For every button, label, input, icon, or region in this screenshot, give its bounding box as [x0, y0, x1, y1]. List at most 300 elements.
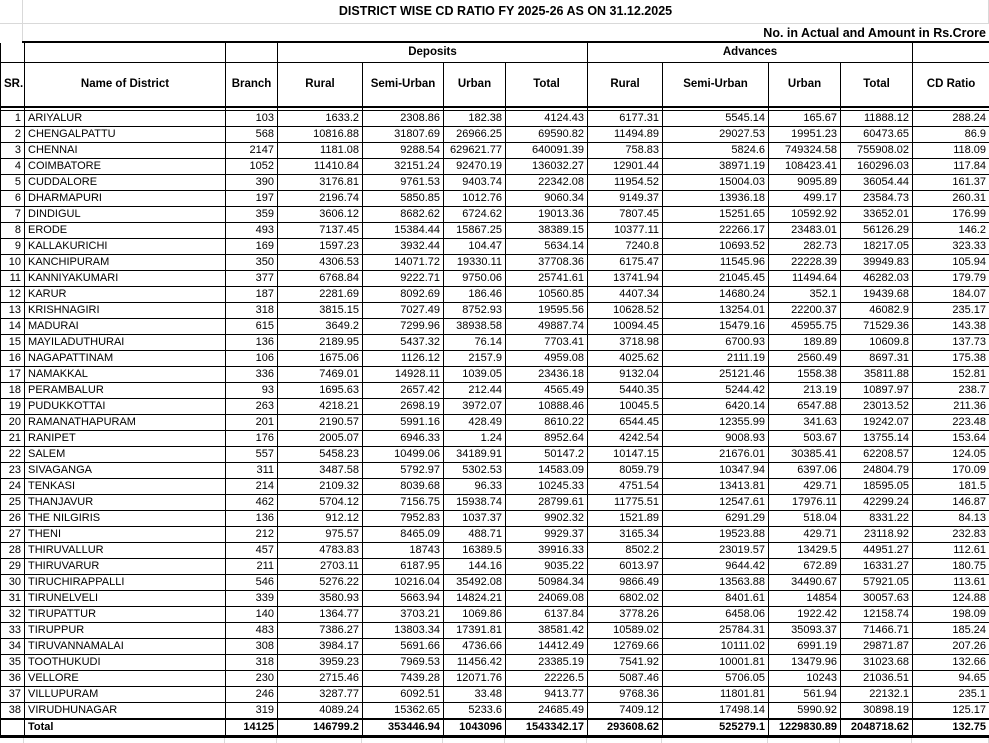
cell-adv-rural: 5087.46: [588, 670, 663, 686]
cell-adv-semiurban: 5545.14: [663, 110, 769, 126]
cell-dep-urban: 19330.11: [444, 254, 506, 270]
cell-adv-rural: 7409.12: [588, 702, 663, 719]
cell-adv-total: 30898.19: [841, 702, 913, 719]
cell-dep-urban: 9403.74: [444, 174, 506, 190]
table-row: [1, 558, 989, 574]
cell-adv-total: 22132.1: [841, 686, 913, 702]
cell-district: SALEM: [25, 446, 226, 462]
cell-district: PUDUKKOTTAI: [25, 398, 226, 414]
cell-adv-urban: 34490.67: [769, 574, 841, 590]
cell-adv-total: 29871.87: [841, 638, 913, 654]
cell-sr: 19: [1, 398, 25, 414]
cell-adv-total: 46082.9: [841, 302, 913, 318]
cell-dep-urban: 629621.77: [444, 142, 506, 158]
cell-dep-rural: 5458.23: [278, 446, 363, 462]
cell-adv-total: 8331.22: [841, 510, 913, 526]
cell-cd-ratio: 180.75: [913, 558, 989, 574]
cell-cd-ratio: 185.24: [913, 622, 989, 638]
cell-dep-rural: 7469.01: [278, 366, 363, 382]
cell-sr: 17: [1, 366, 25, 382]
cell-adv-rural: 3165.34: [588, 526, 663, 542]
cell-adv-urban: 13479.96: [769, 654, 841, 670]
cell-adv-rural: 11775.51: [588, 494, 663, 510]
cell-branch: 103: [226, 110, 278, 126]
cell-adv-total: 10609.8: [841, 334, 913, 350]
gridline-stub: [505, 738, 587, 743]
cell-dep-semiurban: 7969.53: [363, 654, 444, 670]
cell-adv-semiurban: 22266.17: [663, 222, 769, 238]
cell-dep-semiurban: 15384.44: [363, 222, 444, 238]
cell-cd-ratio: 260.31: [913, 190, 989, 206]
cell-dep-rural: 2196.74: [278, 190, 363, 206]
cell-adv-total: 33652.01: [841, 206, 913, 222]
cell-dep-urban: 428.49: [444, 414, 506, 430]
cell-dep-total: 24685.49: [506, 702, 588, 719]
cell-dep-semiurban: 7156.75: [363, 494, 444, 510]
cell-dep-total: 136032.27: [506, 158, 588, 174]
cell-adv-urban: 165.67: [769, 110, 841, 126]
cell-dep-total: 19595.56: [506, 302, 588, 318]
cell-dep-total: 38389.15: [506, 222, 588, 238]
cell-dep-semiurban: 5691.66: [363, 638, 444, 654]
cell-adv-urban: 518.04: [769, 510, 841, 526]
cell-adv-semiurban: 10001.81: [663, 654, 769, 670]
cell-adv-rural: 6802.02: [588, 590, 663, 606]
cell-dep-urban: 1012.76: [444, 190, 506, 206]
cell-adv-semiurban: 10693.52: [663, 238, 769, 254]
cell-sr: 2: [1, 126, 25, 142]
table-row: [1, 190, 989, 206]
cell-branch: 319: [226, 702, 278, 719]
cell-adv-semiurban: 12355.99: [663, 414, 769, 430]
cell-dep-total: 28799.61: [506, 494, 588, 510]
cell-adv-rural: 7541.92: [588, 654, 663, 670]
table-row: [1, 414, 989, 430]
cell-adv-rural: 10628.52: [588, 302, 663, 318]
cell-branch: 176: [226, 430, 278, 446]
cell-adv-urban: 10243: [769, 670, 841, 686]
cell-dep-semiurban: 5663.94: [363, 590, 444, 606]
cell-adv-semiurban: 9644.42: [663, 558, 769, 574]
cell-district: VILLUPURAM: [25, 686, 226, 702]
cell-dep-urban: 35492.08: [444, 574, 506, 590]
cell-dep-total: 10560.85: [506, 286, 588, 302]
column-header-branch: Branch: [226, 62, 278, 107]
cell-district: KARUR: [25, 286, 226, 302]
cell-dep-urban: 17391.81: [444, 622, 506, 638]
cell-dep-semiurban: 6946.33: [363, 430, 444, 446]
cell-district: SIVAGANGA: [25, 462, 226, 478]
cell-district: PERAMBALUR: [25, 382, 226, 398]
cell-dep-semiurban: 9288.54: [363, 142, 444, 158]
cell-dep-urban: 1037.37: [444, 510, 506, 526]
cell-dep-total: 9413.77: [506, 686, 588, 702]
table-row: [1, 350, 989, 366]
total-adv-rural: 293608.62: [588, 719, 663, 737]
cell-adv-total: 24804.79: [841, 462, 913, 478]
cell-branch: 390: [226, 174, 278, 190]
table-row: [1, 254, 989, 270]
cell-cd-ratio: 146.87: [913, 494, 989, 510]
column-header-adv-urban: Urban: [769, 62, 841, 107]
cell-adv-rural: 13741.94: [588, 270, 663, 286]
table-row: [1, 702, 989, 719]
cell-sr: 29: [1, 558, 25, 574]
table-row: [1, 510, 989, 526]
cell-cd-ratio: 125.17: [913, 702, 989, 719]
cell-adv-total: 755908.02: [841, 142, 913, 158]
cell-dep-semiurban: 7027.49: [363, 302, 444, 318]
sheet-corner-stub: [0, 24, 23, 41]
cell-branch: 615: [226, 318, 278, 334]
table-row: [1, 542, 989, 558]
cell-adv-semiurban: 14680.24: [663, 286, 769, 302]
cell-adv-urban: 6547.88: [769, 398, 841, 414]
cell-adv-total: 46282.03: [841, 270, 913, 286]
cell-adv-total: 11888.12: [841, 110, 913, 126]
cell-dep-rural: 2005.07: [278, 430, 363, 446]
cell-adv-urban: 45955.75: [769, 318, 841, 334]
cell-district: TIRUPPUR: [25, 622, 226, 638]
cell-adv-semiurban: 13563.88: [663, 574, 769, 590]
cell-district: COIMBATORE: [25, 158, 226, 174]
cell-sr: 28: [1, 542, 25, 558]
cell-dep-rural: 3959.23: [278, 654, 363, 670]
column-header-dep-rural: Rural: [278, 62, 363, 107]
cell-cd-ratio: 161.37: [913, 174, 989, 190]
cell-dep-semiurban: 6187.95: [363, 558, 444, 574]
cell-sr: 5: [1, 174, 25, 190]
table-row: [1, 126, 989, 142]
cell-dep-urban: 33.48: [444, 686, 506, 702]
cell-adv-rural: 4242.54: [588, 430, 663, 446]
cell-adv-total: 71529.36: [841, 318, 913, 334]
bottom-gridline-stubs: [0, 738, 989, 743]
cell-adv-urban: 499.17: [769, 190, 841, 206]
cell-adv-semiurban: 5706.05: [663, 670, 769, 686]
cell-dep-semiurban: 8682.62: [363, 206, 444, 222]
cell-adv-urban: 22228.39: [769, 254, 841, 270]
cell-dep-urban: 4736.66: [444, 638, 506, 654]
cell-dep-total: 6137.84: [506, 606, 588, 622]
cell-dep-semiurban: 15362.65: [363, 702, 444, 719]
cell-branch: 169: [226, 238, 278, 254]
cell-dep-urban: 1069.86: [444, 606, 506, 622]
cell-adv-total: 62208.57: [841, 446, 913, 462]
cell-sr: 38: [1, 702, 25, 719]
table-row: [1, 334, 989, 350]
cell-cd-ratio: 105.94: [913, 254, 989, 270]
cell-adv-semiurban: 8401.61: [663, 590, 769, 606]
column-header-district: Name of District: [25, 62, 226, 107]
table-row: [1, 606, 989, 622]
cell-adv-total: 23584.73: [841, 190, 913, 206]
cell-dep-total: 22226.5: [506, 670, 588, 686]
cell-dep-rural: 1695.63: [278, 382, 363, 398]
table-row: [1, 478, 989, 494]
cell-adv-urban: 341.63: [769, 414, 841, 430]
total-dep-rural: 146799.2: [278, 719, 363, 737]
cell-adv-rural: 9768.36: [588, 686, 663, 702]
cell-dep-total: 23385.19: [506, 654, 588, 670]
cell-adv-semiurban: 15251.65: [663, 206, 769, 222]
table-row: [1, 654, 989, 670]
cell-dep-total: 7703.41: [506, 334, 588, 350]
cell-dep-total: 9060.34: [506, 190, 588, 206]
cell-cd-ratio: 112.61: [913, 542, 989, 558]
cell-branch: 336: [226, 366, 278, 382]
cell-sr: 15: [1, 334, 25, 350]
cell-cd-ratio: 118.09: [913, 142, 989, 158]
cell-branch: 201: [226, 414, 278, 430]
cell-adv-urban: 503.67: [769, 430, 841, 446]
cell-district: CHENNAI: [25, 142, 226, 158]
cell-dep-urban: 186.46: [444, 286, 506, 302]
cell-dep-total: 9929.37: [506, 526, 588, 542]
cell-sr: 24: [1, 478, 25, 494]
cell-adv-urban: 352.1: [769, 286, 841, 302]
cell-adv-rural: 9132.04: [588, 366, 663, 382]
cell-dep-semiurban: 9222.71: [363, 270, 444, 286]
cell-dep-urban: 15867.25: [444, 222, 506, 238]
gridline-stub: [277, 738, 362, 743]
column-header-adv-total: Total: [841, 62, 913, 107]
cell-dep-total: 10245.33: [506, 478, 588, 494]
cell-district: KANNIYAKUMARI: [25, 270, 226, 286]
cell-sr: 26: [1, 510, 25, 526]
cell-sr: 25: [1, 494, 25, 510]
table-row: [1, 142, 989, 158]
cell-district: ARIYALUR: [25, 110, 226, 126]
cell-branch: 462: [226, 494, 278, 510]
cell-dep-semiurban: 7299.96: [363, 318, 444, 334]
cell-adv-total: 16331.27: [841, 558, 913, 574]
cell-adv-total: 42299.24: [841, 494, 913, 510]
cell-dep-total: 14412.49: [506, 638, 588, 654]
cell-sr: 31: [1, 590, 25, 606]
cell-sr: 7: [1, 206, 25, 222]
cell-adv-semiurban: 5824.6: [663, 142, 769, 158]
cell-dep-total: 19013.36: [506, 206, 588, 222]
cell-adv-rural: 758.83: [588, 142, 663, 158]
cell-adv-urban: 23483.01: [769, 222, 841, 238]
cell-dep-total: 10888.46: [506, 398, 588, 414]
cell-sr: 36: [1, 670, 25, 686]
cell-dep-total: 8952.64: [506, 430, 588, 446]
cd-ratio-table: [0, 43, 989, 738]
table-row: [1, 382, 989, 398]
cell-adv-urban: 2560.49: [769, 350, 841, 366]
cell-sr: 16: [1, 350, 25, 366]
total-cd-ratio: 132.75: [913, 719, 989, 737]
cell-adv-urban: 14854: [769, 590, 841, 606]
cell-dep-urban: 8752.93: [444, 302, 506, 318]
cell-branch: 140: [226, 606, 278, 622]
cell-dep-rural: 3287.77: [278, 686, 363, 702]
cell-branch: 93: [226, 382, 278, 398]
cell-adv-semiurban: 6700.93: [663, 334, 769, 350]
cell-branch: 263: [226, 398, 278, 414]
cell-cd-ratio: 181.5: [913, 478, 989, 494]
gridline-stub: [840, 738, 912, 743]
cell-adv-total: 23118.92: [841, 526, 913, 542]
cell-adv-urban: 213.19: [769, 382, 841, 398]
cell-cd-ratio: 124.05: [913, 446, 989, 462]
cell-adv-urban: 561.94: [769, 686, 841, 702]
cell-adv-urban: 13429.5: [769, 542, 841, 558]
cell-adv-rural: 11954.52: [588, 174, 663, 190]
cell-adv-semiurban: 2111.19: [663, 350, 769, 366]
cell-adv-total: 60473.65: [841, 126, 913, 142]
cell-cd-ratio: 235.17: [913, 302, 989, 318]
cell-cd-ratio: 143.38: [913, 318, 989, 334]
gridline-stub: [587, 738, 662, 743]
cell-sr: 37: [1, 686, 25, 702]
cell-branch: 214: [226, 478, 278, 494]
cell-dep-semiurban: 14071.72: [363, 254, 444, 270]
cell-district: THENI: [25, 526, 226, 542]
column-header-adv-rural: Rural: [588, 62, 663, 107]
cell-dep-urban: 2157.9: [444, 350, 506, 366]
cell-adv-urban: 10592.92: [769, 206, 841, 222]
cell-dep-urban: 12071.76: [444, 670, 506, 686]
cell-cd-ratio: 153.64: [913, 430, 989, 446]
page-title: DISTRICT WISE CD RATIO FY 2025-26 AS ON 31.12.2025: [23, 0, 989, 23]
cell-adv-rural: 9866.49: [588, 574, 663, 590]
sheet-corner-stub: [0, 0, 23, 23]
cell-branch: 339: [226, 590, 278, 606]
cell-dep-urban: 144.16: [444, 558, 506, 574]
cell-adv-urban: 429.71: [769, 526, 841, 542]
column-header-adv-semiurban: Semi-Urban: [663, 62, 769, 107]
cell-adv-total: 23013.52: [841, 398, 913, 414]
total-label: Total: [25, 719, 226, 737]
cell-dep-rural: 10816.88: [278, 126, 363, 142]
cell-adv-rural: 11494.89: [588, 126, 663, 142]
column-header-sr: SR.: [1, 62, 25, 107]
cell-adv-urban: 5990.92: [769, 702, 841, 719]
cell-adv-total: 35811.88: [841, 366, 913, 382]
cell-adv-urban: 9095.89: [769, 174, 841, 190]
cell-branch: 350: [226, 254, 278, 270]
cell-dep-urban: 96.33: [444, 478, 506, 494]
cell-cd-ratio: 211.36: [913, 398, 989, 414]
cell-cd-ratio: 152.81: [913, 366, 989, 382]
cell-dep-total: 38581.42: [506, 622, 588, 638]
cell-adv-urban: 30385.41: [769, 446, 841, 462]
cell-dep-semiurban: 13803.34: [363, 622, 444, 638]
cell-adv-total: 30057.63: [841, 590, 913, 606]
cell-dep-rural: 7137.45: [278, 222, 363, 238]
cell-dep-rural: 3606.12: [278, 206, 363, 222]
header-blank-branch: [226, 43, 278, 62]
cell-district: TIRUVANNAMALAI: [25, 638, 226, 654]
cell-branch: 483: [226, 622, 278, 638]
cell-branch: 230: [226, 670, 278, 686]
cell-branch: 187: [226, 286, 278, 302]
cell-adv-total: 12158.74: [841, 606, 913, 622]
cell-district: TENKASI: [25, 478, 226, 494]
cell-sr: 6: [1, 190, 25, 206]
cell-dep-semiurban: 32151.24: [363, 158, 444, 174]
cell-dep-total: 22342.08: [506, 174, 588, 190]
cell-dep-urban: 34189.91: [444, 446, 506, 462]
cell-district: DINDIGUL: [25, 206, 226, 222]
cell-adv-total: 18217.05: [841, 238, 913, 254]
cell-dep-rural: 1597.23: [278, 238, 363, 254]
cell-sr: 23: [1, 462, 25, 478]
cell-district: CHENGALPATTU: [25, 126, 226, 142]
cell-district: VELLORE: [25, 670, 226, 686]
table-row: [1, 158, 989, 174]
cell-dep-rural: 3815.15: [278, 302, 363, 318]
cell-adv-rural: 6013.97: [588, 558, 663, 574]
cell-sr: 22: [1, 446, 25, 462]
total-adv-total: 2048718.62: [841, 719, 913, 737]
cell-adv-total: 18595.05: [841, 478, 913, 494]
cell-district: MADURAI: [25, 318, 226, 334]
cell-adv-semiurban: 6420.14: [663, 398, 769, 414]
cell-dep-rural: 1364.77: [278, 606, 363, 622]
cell-dep-total: 49887.74: [506, 318, 588, 334]
cell-dep-urban: 76.14: [444, 334, 506, 350]
cell-adv-urban: 749324.58: [769, 142, 841, 158]
cell-branch: 557: [226, 446, 278, 462]
cell-sr: 35: [1, 654, 25, 670]
cell-sr: 32: [1, 606, 25, 622]
cell-district: THIRUVALLUR: [25, 542, 226, 558]
cell-adv-urban: 1922.42: [769, 606, 841, 622]
cell-dep-total: 4565.49: [506, 382, 588, 398]
cell-adv-semiurban: 21676.01: [663, 446, 769, 462]
cell-sr: 4: [1, 158, 25, 174]
cell-dep-rural: 5276.22: [278, 574, 363, 590]
table-row: [1, 462, 989, 478]
cell-dep-urban: 3972.07: [444, 398, 506, 414]
cell-adv-urban: 11494.64: [769, 270, 841, 286]
cell-dep-semiurban: 5850.85: [363, 190, 444, 206]
total-dep-urban: 1043096: [444, 719, 506, 737]
table-row: [1, 238, 989, 254]
header-blank-sr: [1, 43, 25, 62]
cell-adv-rural: 9149.37: [588, 190, 663, 206]
cell-district: RAMANATHAPURAM: [25, 414, 226, 430]
cell-dep-urban: 212.44: [444, 382, 506, 398]
cell-dep-total: 25741.61: [506, 270, 588, 286]
cell-dep-total: 37708.36: [506, 254, 588, 270]
cell-dep-urban: 6724.62: [444, 206, 506, 222]
table-row: [1, 222, 989, 238]
cell-sr: 27: [1, 526, 25, 542]
table-row: [1, 638, 989, 654]
cell-adv-total: 31023.68: [841, 654, 913, 670]
cell-adv-urban: 1558.38: [769, 366, 841, 382]
cell-dep-rural: 1675.06: [278, 350, 363, 366]
cell-dep-rural: 2109.32: [278, 478, 363, 494]
cell-sr: 20: [1, 414, 25, 430]
cell-adv-semiurban: 11545.96: [663, 254, 769, 270]
cell-cd-ratio: 235.1: [913, 686, 989, 702]
cell-dep-total: 640091.39: [506, 142, 588, 158]
cell-branch: 318: [226, 302, 278, 318]
cell-branch: 493: [226, 222, 278, 238]
cell-branch: 311: [226, 462, 278, 478]
cell-adv-rural: 10045.5: [588, 398, 663, 414]
cell-dep-urban: 15938.74: [444, 494, 506, 510]
cell-branch: 318: [226, 654, 278, 670]
cell-dep-semiurban: 6092.51: [363, 686, 444, 702]
cell-adv-rural: 3778.26: [588, 606, 663, 622]
